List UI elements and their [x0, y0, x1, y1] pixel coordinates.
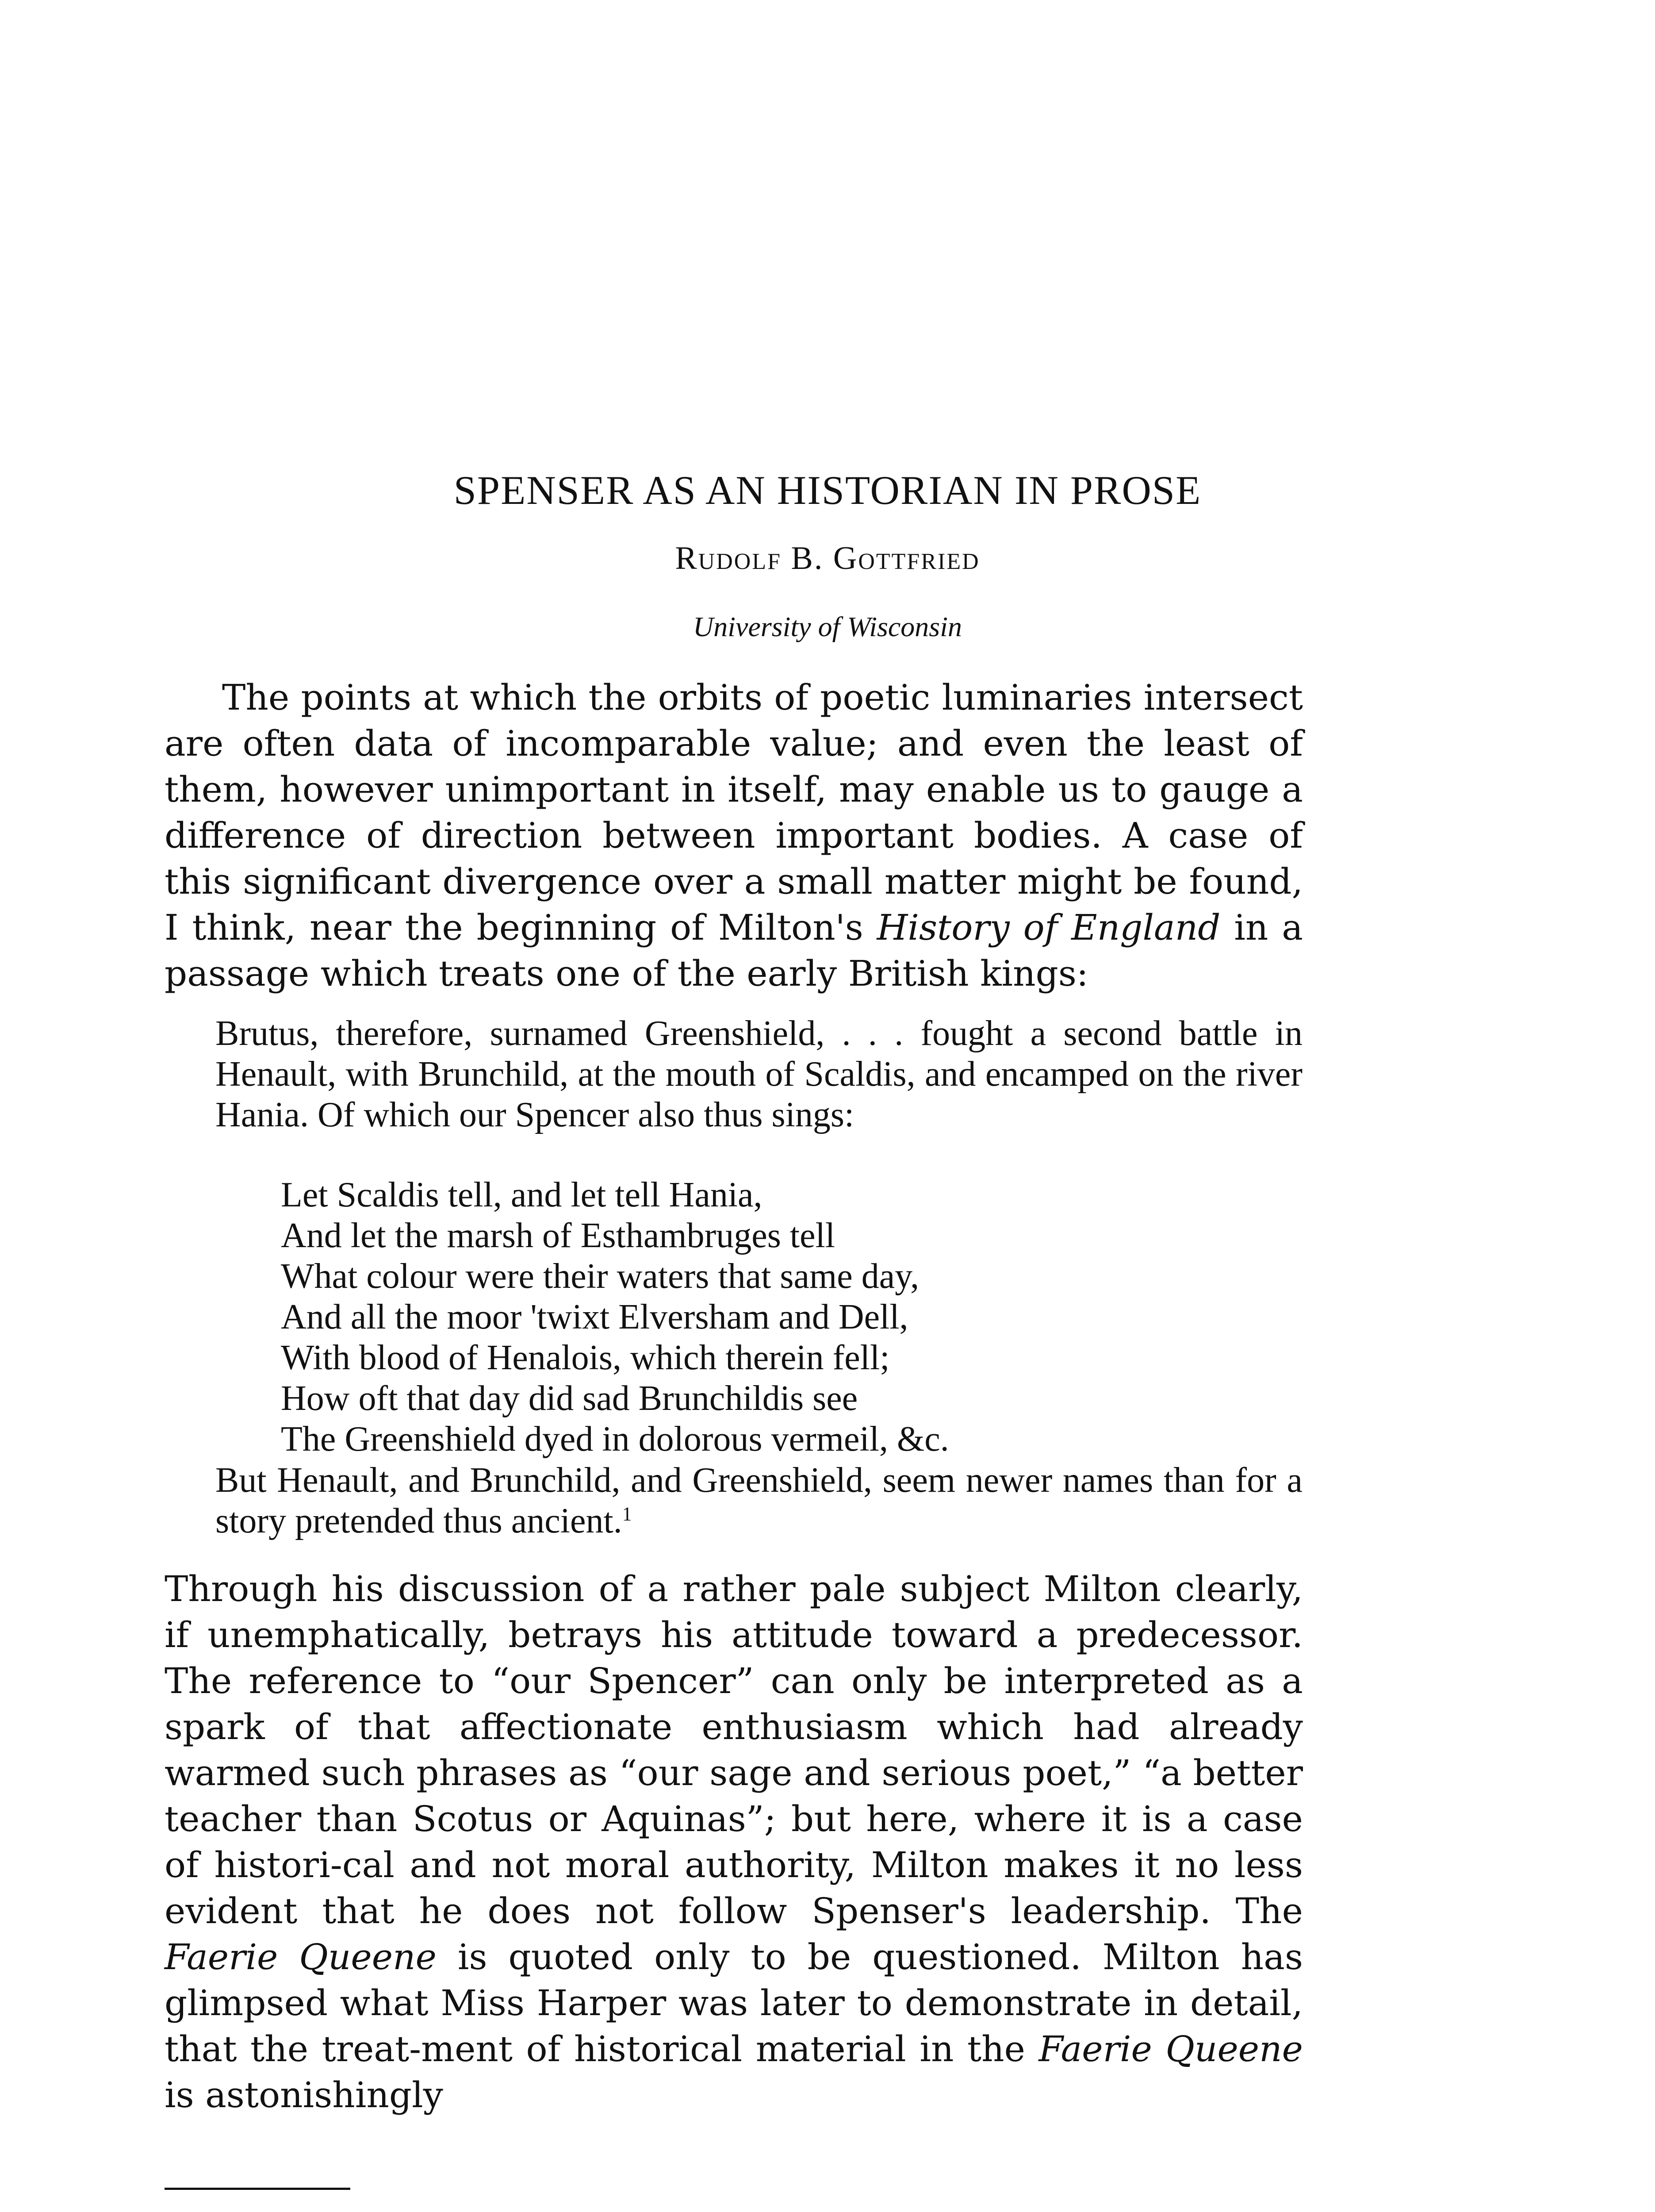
paragraph-text: Through his discussion of a rather pale subject Milton clearly, if unemphatically, betrays his attitude toward a predecessor. The reference to “our Spencer” can only be interpreted as a spark of that affectionate enthusiasm which had already warmed such phrases as “our sage and serious poet,” “a better teacher than Scotus or Aquinas”; but here, where it is a case of histori-cal and not moral authority, Milton makes it no less evident that he does not follow Spenser's leadership. The	[165, 1568, 1303, 1932]
verse-line: Let Scaldis tell, and let tell Hania,	[281, 1175, 762, 1214]
paragraph-text: is quoted only to be questioned. Milton has glimpsed what Miss Harper was later to demonstrate in detail, that the treat-ment of historical material in the	[165, 1936, 1303, 2070]
block-quote-intro: Brutus, therefore, surnamed Greenshield, . . . fought a second battle in Henault, with Brunchild, at the mouth of Scaldis, and encamped on the river Hania. Of which our Spencer also thus sings:	[215, 1014, 1303, 1134]
footnote-reference[interactable]: 1	[622, 1503, 632, 1525]
verse-quote	[281, 1175, 1210, 1459]
footnote-divider	[165, 2188, 350, 2190]
body-paragraph-1	[165, 675, 1303, 997]
verse-line: What colour were their waters that same day,	[281, 1257, 919, 1296]
author-affiliation: University of Wisconsin	[693, 611, 962, 642]
block-quote-outro	[215, 1460, 1303, 1541]
verse-line: With blood of Henalois, which therein fell;	[281, 1338, 890, 1377]
article-author: Rudolf B. Gottfried	[675, 540, 980, 576]
verse-line: And let the marsh of Esthambruges tell	[281, 1216, 835, 1255]
body-paragraph-2	[165, 1566, 1303, 2118]
verse-line: The Greenshield dyed in dolorous vermeil, &c.	[281, 1420, 949, 1459]
verse-line: And all the moor 'twixt Elversham and Dell,	[281, 1298, 908, 1336]
paragraph-text: The points at which the orbits of poetic luminaries intersect are often data of incomparable value; and even the least of them, however unimportant in itself, may enable us to gauge a difference of direction between important bodies. A case of this significant divergence over a small matter might be found, I think, near the beginning of Milton's	[165, 677, 1303, 948]
paragraph-text: in a passage which treats one of the early British kings:	[165, 907, 1303, 994]
verse-line: How oft that day did sad Brunchildis see	[281, 1379, 858, 1418]
italic-title: Faerie Queene	[1038, 2028, 1303, 2070]
italic-title: Faerie Queene	[165, 1936, 437, 1978]
article-title: SPENSER AS AN HISTORIAN IN PROSE	[453, 468, 1202, 513]
italic-title: History of England	[877, 907, 1221, 948]
paragraph-text: is astonishingly	[165, 2074, 443, 2116]
quote-text: But Henault, and Brunchild, and Greenshield, seem newer names than for a story pretended thus ancient.	[215, 1461, 1303, 1540]
